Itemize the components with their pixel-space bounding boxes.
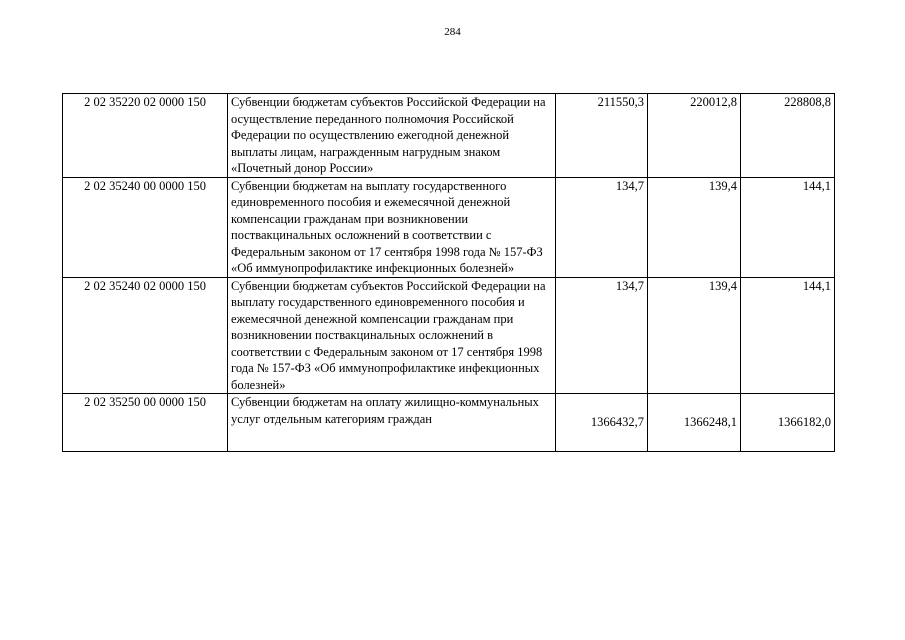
amount-cell-year-2: 139,4 (648, 177, 741, 277)
amount-cell-year-1: 1366432,7 (556, 394, 648, 452)
description-cell: Субвенции бюджетам на выплату государственного единовременного пособия и ежемесячной денежной компенсации гражданам при возникновении поствакцинальных осложнений в соответствии с Федеральным законом от 17 сентября 1998 года № 157-ФЗ «Об иммунопрофилактике инфекционных болезней» (228, 177, 556, 277)
budget-code-cell: 2 02 35240 02 0000 150 (63, 277, 228, 394)
description-cell: Субвенции бюджетам на оплату жилищно-коммунальных услуг отдельным категориям граждан (228, 394, 556, 452)
budget-table (62, 93, 835, 452)
description-cell: Субвенции бюджетам субъектов Российской Федерации на осуществление переданного полномочия Российской Федерации по осуществлению ежегодной денежной выплаты лицам, награжденным нагрудным знаком «Почетный донор России» (228, 94, 556, 178)
page-number: 284 (444, 26, 461, 38)
budget-code-cell: 2 02 35240 00 0000 150 (63, 177, 228, 277)
description-cell: Субвенции бюджетам субъектов Российской Федерации на выплату государственного единовременного пособия и ежемесячной денежной компенсации гражданам при возникновении поствакцинальных осложнений в соответствии с Федеральным законом от 17 сентября 1998 года № 157-ФЗ «Об иммунопрофилактике инфекционных болезней» (228, 277, 556, 394)
budget-code-cell: 2 02 35250 00 0000 150 (63, 394, 228, 452)
amount-cell-year-1: 211550,3 (556, 94, 648, 178)
amount-cell-year-3: 1366182,0 (741, 394, 835, 452)
table-row (63, 394, 835, 452)
amount-cell-year-1: 134,7 (556, 177, 648, 277)
table-row (63, 177, 835, 277)
budget-code-cell: 2 02 35220 02 0000 150 (63, 94, 228, 178)
amount-cell-year-2: 139,4 (648, 277, 741, 394)
amount-cell-year-3: 228808,8 (741, 94, 835, 178)
amount-cell-year-3: 144,1 (741, 177, 835, 277)
amount-cell-year-2: 1366248,1 (648, 394, 741, 452)
amount-cell-year-1: 134,7 (556, 277, 648, 394)
table-row (63, 277, 835, 394)
amount-cell-year-3: 144,1 (741, 277, 835, 394)
table-row (63, 94, 835, 178)
amount-cell-year-2: 220012,8 (648, 94, 741, 178)
